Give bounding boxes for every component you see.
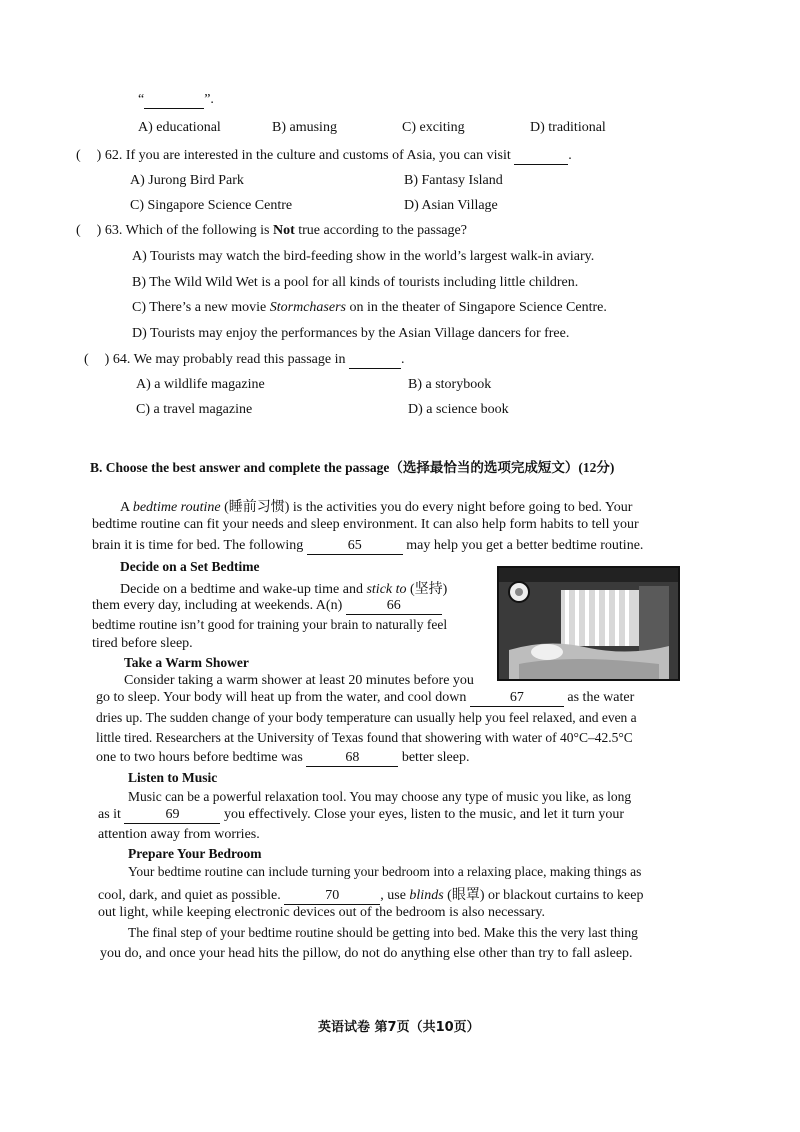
blank-67[interactable]: 67 (470, 690, 564, 707)
q62-option-c[interactable]: C) Singapore Science Centre (130, 198, 293, 213)
q61-option-c[interactable]: C) exciting (402, 120, 465, 135)
page-footer: 英语试卷 第7页（共10页） (318, 1020, 480, 1035)
q61-stem-tail: “ ”. (138, 92, 214, 107)
passage-line: dries up. The sudden change of your body temperature can usually help you feel relaxed, and even a (96, 710, 637, 725)
q63-option-b[interactable]: B) The Wild Wild Wet is a pool for all kinds of tourists including little children. (132, 275, 579, 290)
q61-option-a[interactable]: A) educational (138, 120, 221, 135)
q61-option-d[interactable]: D) traditional (530, 120, 606, 135)
q63-option-d[interactable]: D) Tourists may enjoy the performances by the Asian Village dancers for free. (132, 326, 570, 341)
subheading: Take a Warm Shower (124, 655, 249, 670)
blank-69[interactable]: 69 (124, 807, 220, 824)
passage-line: A bedtime routine (睡前习惯) is the activities you do every night before going to bed. Your (120, 500, 633, 515)
blank-65[interactable]: 65 (307, 538, 403, 555)
q64-option-b[interactable]: B) a storybook (408, 377, 492, 392)
subheading: Decide on a Set Bedtime (120, 559, 260, 574)
q64-option-c[interactable]: C) a travel magazine (136, 402, 253, 417)
answer-paren[interactable]: ( (76, 148, 81, 163)
q63-option-c[interactable]: C) There’s a new movie Stormchasers on in the theater of Singapore Science Centre. (132, 300, 607, 315)
passage-line: brain it is time for bed. The following 65 may help you get a better bedtime routine. (92, 538, 644, 553)
q64-option-a[interactable]: A) a wildlife magazine (136, 377, 265, 392)
q62-option-b[interactable]: B) Fantasy Island (404, 173, 503, 188)
passage-line: as it 69 you effectively. Close your eyes, listen to the music, and let it turn your (98, 807, 625, 822)
subheading: Prepare Your Bedroom (128, 846, 262, 861)
q62-option-a[interactable]: A) Jurong Bird Park (130, 173, 244, 188)
shower-image (499, 568, 678, 679)
passage-line: go to sleep. Your body will heat up from the water, and cool down 67 as the water (96, 690, 635, 705)
subheading: Listen to Music (128, 770, 218, 785)
passage-line: Music can be a powerful relaxation tool. You may choose any type of music you like, as long (128, 789, 632, 804)
blank-68[interactable]: 68 (306, 750, 398, 767)
shower-illustration (497, 566, 680, 681)
q62-option-d[interactable]: D) Asian Village (404, 198, 498, 213)
q61-blank[interactable] (144, 92, 204, 109)
passage-line: attention away from worries. (98, 827, 260, 842)
passage-line: them every day, including at weekends. A(n) 66 (92, 598, 442, 615)
blank-66[interactable]: 66 (346, 598, 442, 615)
answer-paren[interactable]: ( (84, 352, 89, 367)
passage-line: tired before sleep. (92, 636, 193, 651)
passage-line: The final step of your bedtime routine should be getting into bed. Make this the very last thing (128, 925, 638, 940)
passage-line: out light, while keeping electronic devices out of the bedroom is also necessary. (98, 905, 545, 920)
section-b-heading: B. Choose the best answer and complete the passage（选择最恰当的选项完成短文）(12分) (90, 460, 615, 475)
q62-stem: ( ) 62. If you are interested in the culture and customs of Asia, you can visit . (76, 148, 572, 163)
passage-line: cool, dark, and quiet as possible. 70 , use blinds (眼罩) or blackout curtains to keep (98, 888, 644, 903)
passage-line: bedtime routine isn’t good for training your brain to naturally feel (92, 617, 448, 632)
passage-line: little tired. Researchers at the University of Texas found that showering with water of 40°C–42.5°C (96, 730, 633, 745)
q64-option-d[interactable]: D) a science book (408, 402, 509, 417)
passage-line: Consider taking a warm shower at least 20 minutes before you (124, 673, 474, 688)
q64-blank[interactable] (349, 352, 401, 369)
passage-line: one to two hours before bedtime was 68 better sleep. (96, 750, 470, 765)
q64-stem: ( ) 64. We may probably read this passage in . (84, 352, 405, 367)
passage-line: Your bedtime routine can include turning your bedroom into a relaxing place, making things as (128, 864, 642, 879)
answer-paren[interactable]: ( (76, 223, 81, 238)
q63-option-a[interactable]: A) Tourists may watch the bird-feeding show in the world’s largest walk-in aviary. (132, 249, 595, 264)
passage-line: bedtime routine can fit your needs and sleep environment. It can also help form habits to tell your (92, 517, 639, 532)
blank-70[interactable]: 70 (284, 888, 380, 905)
passage-line: Decide on a bedtime and wake-up time and stick to (坚持) (120, 582, 448, 597)
q62-blank[interactable] (514, 148, 568, 165)
q63-stem: ( ) 63. Which of the following is Not true according to the passage? (76, 223, 467, 238)
q61-option-b[interactable]: B) amusing (272, 120, 337, 135)
passage-line: you do, and once your head hits the pillow, do not do anything else other than try to fall asleep. (100, 946, 633, 961)
